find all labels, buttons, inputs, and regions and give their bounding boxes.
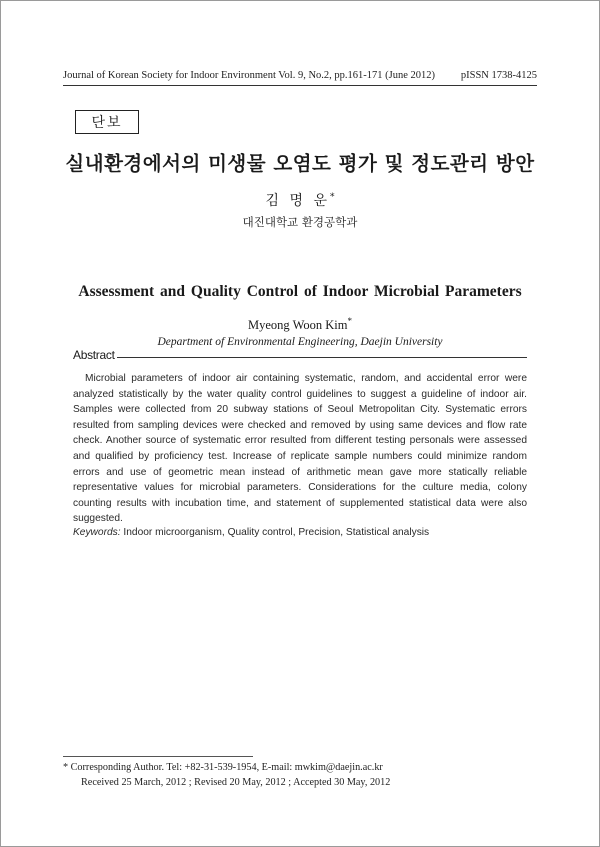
abstract-heading: [73, 348, 527, 364]
abstract-text: Microbial parameters of indoor air containing systematic, random, and accidental error were analyzed statistically by the water quality control guidelines to suggest a guideline of indoor air. Samples were collected from 20 subway stations of Seoul Metropolitan City. Systematic errors resulted from sampling devices were checked and removed by using same devices and flow rate check. Another source of systematic error resulted from different testing personals were assessed and qualified by proficiency test. Increase of replicate sample numbers could minimize random errors and use of geometric mean instead of arithmetic mean gave more statically reliable representative values for microbial parameters. Considerations for the culture media, colony counting results with incubation time, and statement of supplemented statistical data were also suggested.: [73, 373, 527, 525]
abstract-rule: [117, 357, 527, 358]
english-author-mark: *: [347, 316, 352, 326]
korean-author-mark: *: [329, 192, 335, 203]
journal-citation: Journal of Korean Society for Indoor Environment Vol. 9, No.2, pp.161-171 (June 2012): [63, 70, 436, 81]
english-title: Assessment and Quality Control of Indoor Microbial Parameters: [78, 283, 522, 300]
abstract-label: Abstract: [73, 348, 115, 362]
english-affiliation: Department of Environmental Engineering, Daejin University: [157, 336, 443, 348]
footnote-divider: [63, 756, 253, 757]
keywords-text: Indoor microorganism, Quality control, Precision, Statistical analysis: [123, 527, 430, 538]
english-author-name: Myeong Woon Kim: [248, 318, 348, 333]
keywords: [73, 527, 527, 538]
submission-dates: Received 25 March, 2012 ; Revised 20 May, 2012 ; Accepted 30 May, 2012: [81, 777, 391, 788]
article-category-label: 단보: [91, 115, 123, 131]
article-category-badge: [75, 110, 139, 134]
korean-author-name: 김 명 운: [265, 193, 330, 209]
korean-author: [0, 190, 600, 210]
english-author: [0, 316, 600, 333]
corresponding-author-note: * Corresponding Author. Tel: +82-31-539-1954, E-mail: mwkim@daejin.ac.kr: [63, 762, 383, 773]
korean-affiliation: 대진대학교 환경공학과: [242, 215, 358, 229]
issn: pISSN 1738-4125: [460, 70, 537, 81]
korean-title: 실내환경에서의 미생물 오염도 평가 및 정도관리 방안: [65, 152, 535, 175]
keywords-label: Keywords:: [73, 527, 121, 538]
header-divider: [63, 85, 537, 86]
